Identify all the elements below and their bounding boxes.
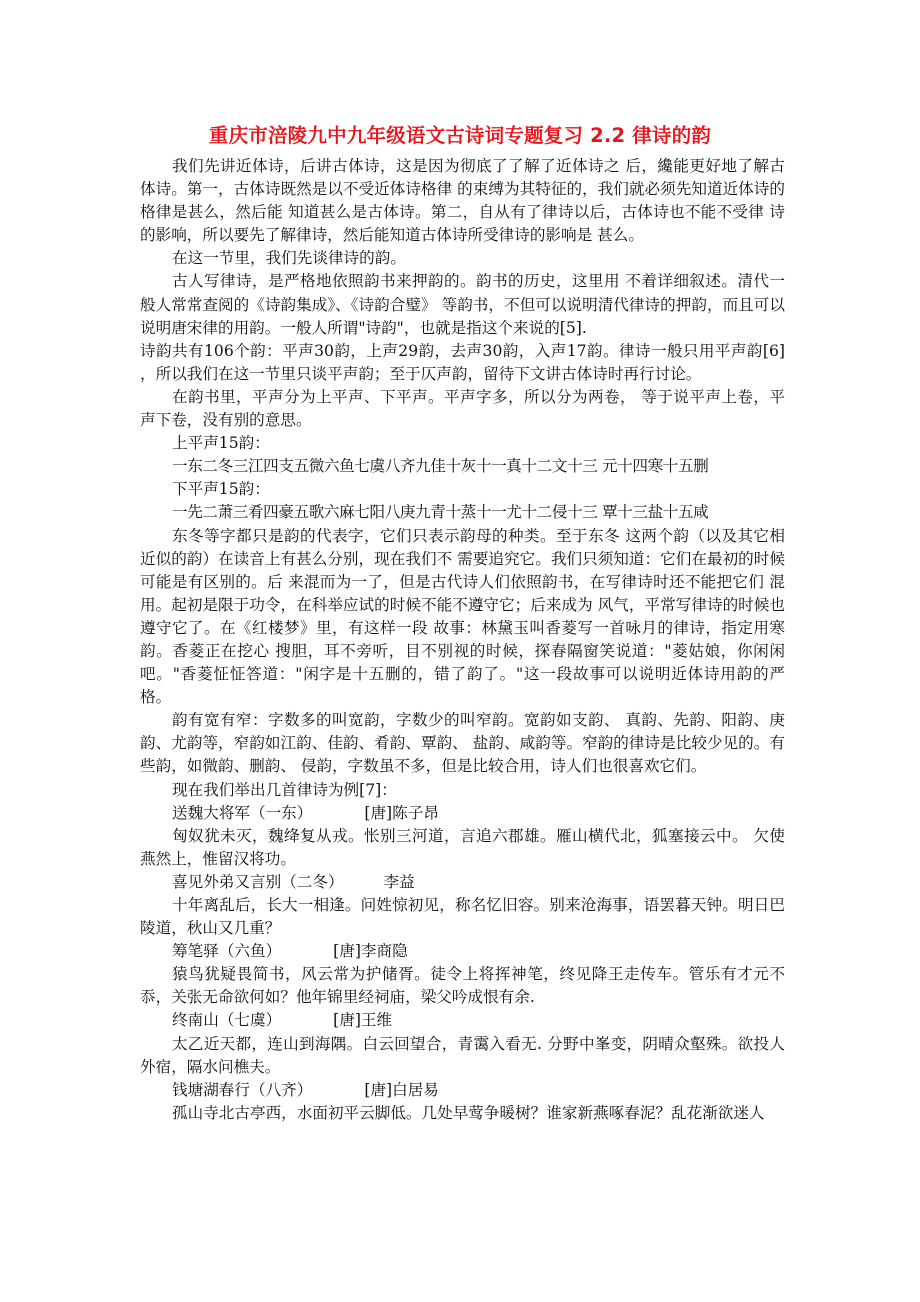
- paragraph: 现在我们举出几首律诗为例[7]：: [172, 780, 397, 799]
- poem-author: [唐]王维: [333, 1011, 393, 1030]
- paragraph: 古人写律诗，是严格地依照韵书来押韵的。韵书的历史，这里用 不着详细叙述。清代一般人常常查阅的《诗韵集成》、《诗韵合璧》 等韵书，不但可以说明清代律诗的押韵，而且可以说明唐宋律的用韵。一般人所谓"诗韵"，也就是指这个来说的[5].: [140, 272, 785, 337]
- poem-heading: [140, 940, 785, 963]
- poem-author: 李益: [383, 872, 415, 891]
- rhyme-heading: 下平声15韵：: [172, 480, 270, 499]
- poem-heading: [140, 871, 785, 894]
- poem-heading: [140, 1009, 785, 1032]
- poem-heading: [140, 802, 785, 825]
- poem-text: 猿鸟犹疑畏简书，风云常为护储胥。徒令上将挥神笔，终见降王走传车。管乐有才元不忝，关张无命欲何如？他年锦里经祠庙，梁父吟成恨有余.: [140, 965, 785, 1007]
- poem-author: [唐]李商隐: [333, 942, 408, 961]
- document-body: [140, 155, 785, 1125]
- rhyme-list: 一东二冬三江四支五微六鱼七虞八齐九佳十灰十一真十二文十三 元十四寒十五删: [172, 457, 709, 476]
- poem-title: 喜见外弟又言别（二冬）: [172, 872, 344, 891]
- poem-title: 终南山（七虞）: [172, 1011, 282, 1030]
- poem-text: 十年离乱后，长大一相逢。问姓惊初见，称名忆旧容。别来沧海事，语罢暮天钟。明日巴陵道，秋山又几重？: [140, 896, 785, 938]
- rhyme-list: 一先二萧三肴四豪五歌六麻七阳八庚九青十蒸十一尤十二侵十三 覃十三盐十五咸: [172, 503, 709, 522]
- paragraph: 我们先讲近体诗，后讲古体诗，这是因为彻底了了解了近体诗之 后，纔能更好地了解古体诗。第一，古体诗既然是以不受近体诗格律 的束缚为其特征的，我们就必须先知道近体诗的格律是甚么，然后能 知道甚么是古体诗。第二，自从有了律诗以后，古体诗也不能不受律 诗的影响，所以要先了解律诗，然后能知道古体诗所受律诗的影响是 甚么。: [140, 157, 785, 245]
- paragraph: 诗韵共有106个韵：平声30韵，上声29韵，去声30韵，入声17韵。律诗一般只用平声韵[6] ，所以我们在这一节里只谈平声韵；至于仄声韵，留待下文讲古体诗时再行讨论。: [140, 341, 785, 383]
- poem-text: 匈奴犹未灭，魏绛复从戎。怅别三河道，言追六郡雄。雁山横代北，狐塞接云中。 欠使燕然上，惟留汉将功。: [140, 826, 785, 868]
- rhyme-heading: 上平声15韵：: [172, 434, 270, 453]
- paragraph: 在这一节里，我们先谈律诗的韵。: [172, 249, 406, 268]
- paragraph: 在韵书里，平声分为上平声、下平声。平声字多，所以分为两卷， 等于说平声上卷，平声下卷，没有别的意思。: [140, 387, 785, 430]
- poem-author: [唐]陈子昂: [364, 803, 439, 822]
- poem-title: 钱塘湖春行（八齐）: [172, 1080, 313, 1099]
- paragraph: 东冬等字都只是韵的代表字，它们只表示韵母的种类。至于东冬 这两个韵（以及其它相近似的韵）在读音上有甚么分别，现在我们不 需要追究它。我们只须知道：它们在最初的时候可能是有区别的。后 来混而为一了，但是古代诗人们依照韵书，在写律诗时还不能把它们 混用。起初是限于功令，在科举应试的时候不能不遵守它；后来成为 风气，平常写律诗的时候也遵守它了。在《红楼梦》里，有这样一段 故事：林黛玉叫香菱写一首咏月的律诗，指定用寒韵。香菱正在挖心 搜胆，耳不旁听，目不别视的时候，探春隔窗笑说道："菱姑娘，你闲闲吧。"香菱怔怔答道："闲字是十五删的，错了韵了。"这一段故事可以说明近体诗用韵的严格。: [140, 526, 785, 707]
- poem-text: 孤山寺北古亭西，水面初平云脚低。几处早莺争暖树？谁家新燕啄春泥？乱花渐欲迷人: [172, 1103, 765, 1122]
- page-title: 重庆市涪陵九中九年级语文古诗词专题复习 2.2 律诗的韵: [208, 124, 712, 147]
- poem-author: [唐]白居易: [364, 1080, 439, 1099]
- poem-text: 太乙近天都，连山到海隅。白云回望合，青霭入看无. 分野中峯变，阴晴众壑殊。欲投人外宿，隔水问樵夫。: [140, 1034, 785, 1076]
- poem-heading: [140, 1079, 785, 1102]
- poem-title: 送魏大将军（一东）: [172, 803, 313, 822]
- poem-title: 筹笔驿（六鱼）: [172, 942, 282, 961]
- paragraph: 韵有宽有窄：字数多的叫宽韵，字数少的叫窄韵。宽韵如支韵、 真韵、先韵、阳韵、庚韵、尤韵等，窄韵如江韵、佳韵、肴韵、覃韵、 盐韵、咸韵等。窄韵的律诗是比较少见的。有些韵，如微韵、删韵、 侵韵，字数虽不多，但是比较合用，诗人们也很喜欢它们。: [140, 711, 785, 776]
